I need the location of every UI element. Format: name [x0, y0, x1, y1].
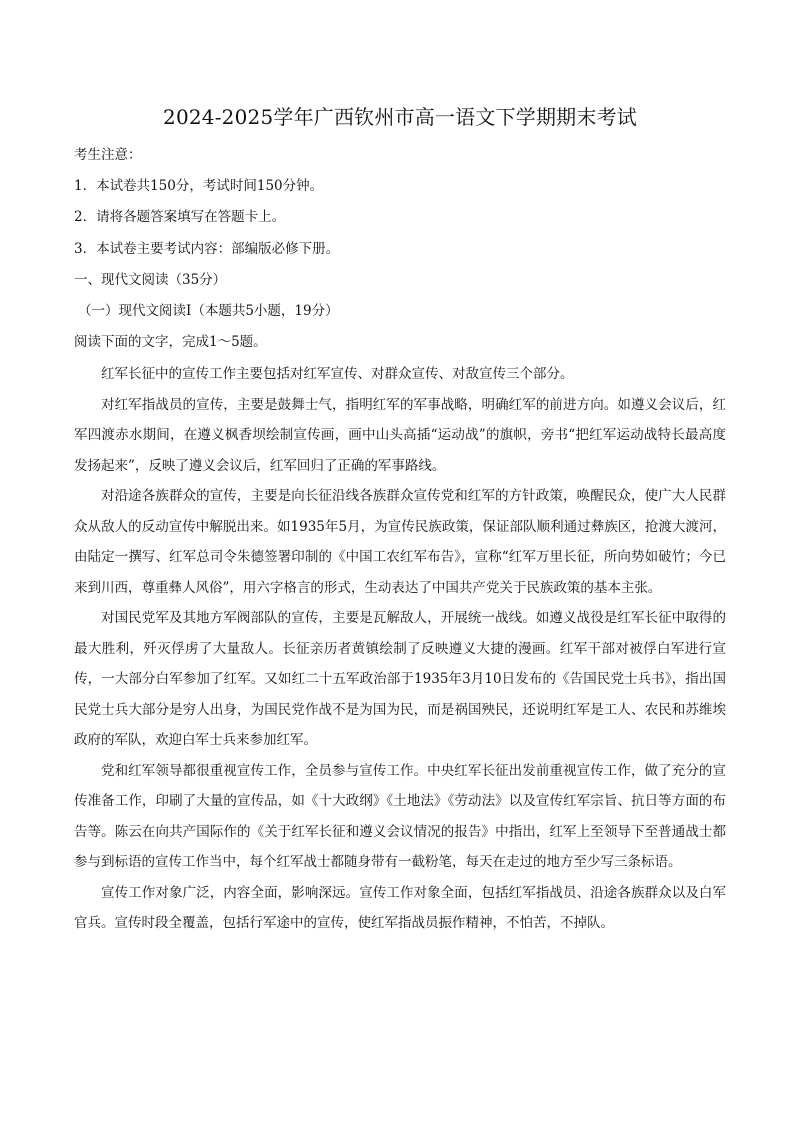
passage-paragraph-5: 党和红军领导都很重视宣传工作，全员参与宣传工作。中央红军长征出发前重视宣传工作，做了充分的宣传准备工作，印刷了大量的宣传品，如《十大政纲》《土地法》《劳动法》以及宣传红军宗旨、抗日等方面的布告等。陈云在向共产国际作的《关于红军长征和遵义会议情况的报告》中指出，红军上至领导下至普通战士都参与到标语的宣传工作当中，每个红军战士都随身带有一截粉笔，每天在走过的地方至少写三条标语。	[74, 762, 726, 871]
notice-item-2: 2．请将各题答案填写在答题卡上。	[74, 209, 286, 226]
passage-paragraph-4: 对国民党军及其地方军阀部队的宣传，主要是瓦解敌人，开展统一战线。如遵义战役是红军长征中取得的最大胜利，歼灭俘虏了大量敌人。长征亲历者黄镇绘制了反映遵义大捷的漫画。红军干部对被俘白军进行宣传，一大部分白军参加了红军。又如红二十五军政治部于1935年3月10日发布的《告国民党士兵书》，指出国民党士兵大部分是穷人出身，为国民党作战不是为国为民，而是祸国殃民，还说明红军是工人、农民和苏维埃政府的军队，欢迎白军士兵来参加红军。	[74, 610, 726, 749]
section-heading: 一、现代文阅读（35分）	[74, 271, 227, 288]
notice-item-3: 3．本试卷主要考试内容：部编版必修下册。	[74, 240, 340, 257]
passage-paragraph-1: 红军长征中的宣传工作主要包括对红军宣传、对群众宣传、对敌宣传三个部分。	[101, 366, 574, 383]
reading-instruction: 阅读下面的文字，完成1～5题。	[74, 334, 267, 351]
subsection-heading: （一）现代文阅读Ⅰ（本题共5小题，19分）	[78, 303, 339, 320]
passage-paragraph-2: 对红军指战员的宣传，主要是鼓舞士气，指明红军的军事战略，明确红军的前进方向。如遵义会议后，红军四渡赤水期间，在遵义枫香坝绘制宣传画，画中山头高插“运动战”的旗帜，旁书“把红军运动战特长最高度发扬起来”，反映了遵义会议后，红军回归了正确的军事路线。	[74, 396, 726, 474]
exam-title: 2024-2025学年广西钦州市高一语文下学期期末考试	[163, 105, 637, 129]
exam-content	[74, 140, 726, 939]
passage-paragraph-6: 宣传工作对象广泛，内容全面，影响深远。宣传工作对象全面，包括红军指战员、沿途各族群众以及白军官兵。宣传时段全覆盖，包括行军途中的宣传，使红军指战员振作精神，不怕苦，不掉队。	[74, 884, 726, 932]
notice-item-1: 1．本试卷共150分，考试时间150分钟。	[74, 178, 324, 195]
notice-heading: 考生注意：	[74, 147, 142, 163]
reading-passage	[74, 359, 726, 939]
passage-paragraph-3: 对沿途各族群众的宣传，主要是向长征沿线各族群众宣传党和红军的方针政策，唤醒民众，使广大人民群众从敌人的反动宣传中解脱出来。如1935年5月，为宣传民族政策，保证部队顺利通过彝族区，抢渡大渡河，由陆定一撰写、红军总司令朱德签署印制的《中国工农红军布告》，宣称“红军万里长征，所向势如破竹；今已来到川西，尊重彝人风俗”，用六字格言的形式，生动表达了中国共产党关于民族政策的基本主张。	[74, 488, 726, 596]
